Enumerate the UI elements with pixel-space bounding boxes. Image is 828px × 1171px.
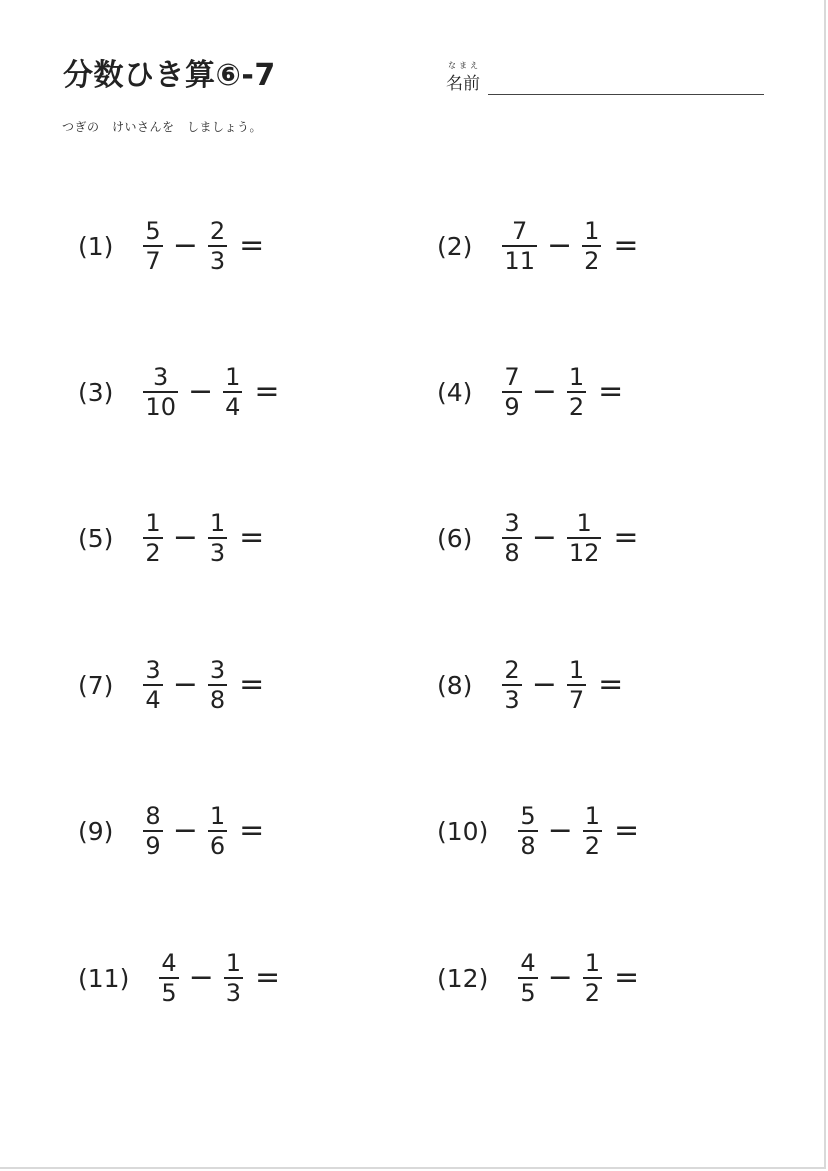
minuend-denominator: 9 — [504, 393, 520, 422]
problem-item — [78, 655, 264, 715]
problem-number: (1) — [78, 231, 114, 261]
minuend-numerator: 3 — [145, 655, 161, 684]
minuend-denominator: 7 — [145, 247, 161, 276]
problem-item — [78, 508, 264, 568]
subtrahend-fraction — [224, 950, 243, 1007]
subtrahend-denominator: 12 — [568, 539, 600, 568]
subtrahend-denominator: 3 — [225, 979, 242, 1008]
minuend-numerator: 7 — [504, 362, 520, 391]
instruction-text: つぎの けいさんを しましょう。 — [62, 120, 263, 134]
minuend-fraction — [502, 657, 521, 714]
subtrahend-denominator: 3 — [209, 247, 226, 276]
minuend-denominator: 3 — [504, 686, 520, 715]
problem-item — [437, 508, 639, 568]
minuend-numerator: 4 — [161, 948, 177, 977]
problem-item — [437, 948, 639, 1008]
minus-sign: − — [172, 813, 198, 848]
subtrahend-fraction — [583, 803, 602, 860]
minuend-fraction — [143, 657, 162, 714]
subtrahend-numerator: 1 — [584, 801, 601, 830]
subtrahend-denominator: 4 — [225, 393, 241, 422]
minuend-fraction — [518, 950, 537, 1007]
minuend-fraction — [502, 218, 537, 275]
subtrahend-numerator: 1 — [568, 655, 585, 684]
problem-item — [437, 362, 623, 422]
equals-sign: = — [613, 228, 639, 263]
subtrahend-denominator: 2 — [584, 979, 601, 1008]
minuend-numerator: 3 — [153, 362, 169, 391]
minuend-fraction — [502, 364, 521, 421]
subtrahend-numerator: 1 — [584, 216, 600, 245]
name-write-line[interactable] — [488, 94, 764, 95]
minus-sign: − — [531, 667, 557, 702]
problem-item — [78, 362, 280, 422]
minuend-denominator: 10 — [145, 393, 176, 422]
subtrahend-denominator: 6 — [209, 832, 226, 861]
problem-number: (8) — [437, 670, 473, 700]
minus-sign: − — [172, 520, 198, 555]
equals-sign: = — [239, 667, 265, 702]
problem-item — [437, 801, 639, 861]
problem-item — [78, 801, 264, 861]
name-ruby: なまえ — [448, 61, 481, 70]
problem-item — [78, 216, 264, 276]
problem-number: (2) — [437, 231, 473, 261]
subtrahend-fraction — [567, 364, 586, 421]
equals-sign: = — [239, 228, 265, 263]
minus-sign: − — [187, 374, 214, 409]
subtrahend-denominator: 7 — [568, 686, 585, 715]
subtrahend-fraction — [208, 657, 227, 714]
subtrahend-fraction — [208, 510, 227, 567]
minus-sign: − — [531, 520, 557, 555]
minuend-denominator: 8 — [520, 832, 536, 861]
problem-item — [437, 655, 623, 715]
problem-item — [437, 216, 639, 276]
subtrahend-fraction — [208, 803, 227, 860]
minuend-numerator: 3 — [504, 508, 520, 537]
equals-sign: = — [598, 667, 624, 702]
subtrahend-numerator: 3 — [209, 655, 226, 684]
minuend-denominator: 9 — [145, 832, 161, 861]
equals-sign: = — [239, 520, 265, 555]
subtrahend-fraction — [567, 510, 602, 567]
subtrahend-denominator: 3 — [209, 539, 226, 568]
subtrahend-fraction — [583, 950, 602, 1007]
minuend-numerator: 2 — [504, 655, 520, 684]
subtrahend-fraction — [208, 218, 227, 275]
problem-number: (9) — [78, 816, 114, 846]
equals-sign: = — [613, 520, 639, 555]
problem-number: (11) — [78, 963, 130, 993]
equals-sign: = — [614, 960, 640, 995]
name-field — [446, 60, 766, 100]
minuend-fraction — [143, 364, 178, 421]
minuend-numerator: 7 — [512, 216, 528, 245]
subtrahend-fraction — [223, 364, 242, 421]
minus-sign: − — [546, 228, 573, 263]
equals-sign: = — [255, 960, 281, 995]
subtrahend-denominator: 2 — [568, 393, 585, 422]
subtrahend-numerator: 1 — [225, 948, 242, 977]
equals-sign: = — [254, 374, 280, 409]
minuend-fraction — [143, 510, 162, 567]
problem-number: (5) — [78, 523, 114, 553]
subtrahend-fraction — [582, 218, 601, 275]
equals-sign: = — [614, 813, 640, 848]
minuend-fraction — [518, 803, 537, 860]
subtrahend-fraction — [567, 657, 586, 714]
minus-sign: − — [547, 813, 573, 848]
name-label: 名前 — [446, 74, 480, 94]
minus-sign: − — [531, 374, 557, 409]
minuend-fraction — [502, 510, 521, 567]
subtrahend-denominator: 2 — [584, 247, 600, 276]
equals-sign: = — [598, 374, 624, 409]
problem-number: (10) — [437, 816, 489, 846]
minuend-numerator: 5 — [145, 216, 161, 245]
minuend-denominator: 5 — [161, 979, 177, 1008]
subtrahend-numerator: 1 — [209, 801, 226, 830]
minus-sign: − — [172, 667, 198, 702]
minuend-fraction — [143, 803, 162, 860]
subtrahend-numerator: 2 — [209, 216, 226, 245]
minuend-denominator: 8 — [504, 539, 520, 568]
subtrahend-numerator: 1 — [225, 362, 241, 391]
problem-number: (12) — [437, 963, 489, 993]
problem-number: (3) — [78, 377, 114, 407]
minuend-numerator: 5 — [520, 801, 536, 830]
minus-sign: − — [172, 228, 198, 263]
minuend-denominator: 2 — [145, 539, 161, 568]
minuend-fraction — [159, 950, 178, 1007]
minuend-numerator: 1 — [145, 508, 161, 537]
subtrahend-denominator: 8 — [209, 686, 226, 715]
minuend-denominator: 11 — [504, 247, 535, 276]
minus-sign: − — [188, 960, 214, 995]
minuend-denominator: 5 — [520, 979, 536, 1008]
subtrahend-numerator: 1 — [568, 362, 585, 391]
minuend-numerator: 4 — [520, 948, 536, 977]
minus-sign: − — [547, 960, 573, 995]
equals-sign: = — [239, 813, 265, 848]
problem-item — [78, 948, 280, 1008]
problem-number: (7) — [78, 670, 114, 700]
subtrahend-numerator: 1 — [209, 508, 226, 537]
subtrahend-denominator: 2 — [584, 832, 601, 861]
problem-number: (6) — [437, 523, 473, 553]
minuend-fraction — [143, 218, 162, 275]
worksheet-title: 分数ひき算⑥-7 — [63, 58, 276, 93]
subtrahend-numerator: 1 — [584, 948, 601, 977]
minuend-denominator: 4 — [145, 686, 161, 715]
problem-number: (4) — [437, 377, 473, 407]
minuend-numerator: 8 — [145, 801, 161, 830]
subtrahend-numerator: 1 — [576, 508, 592, 537]
